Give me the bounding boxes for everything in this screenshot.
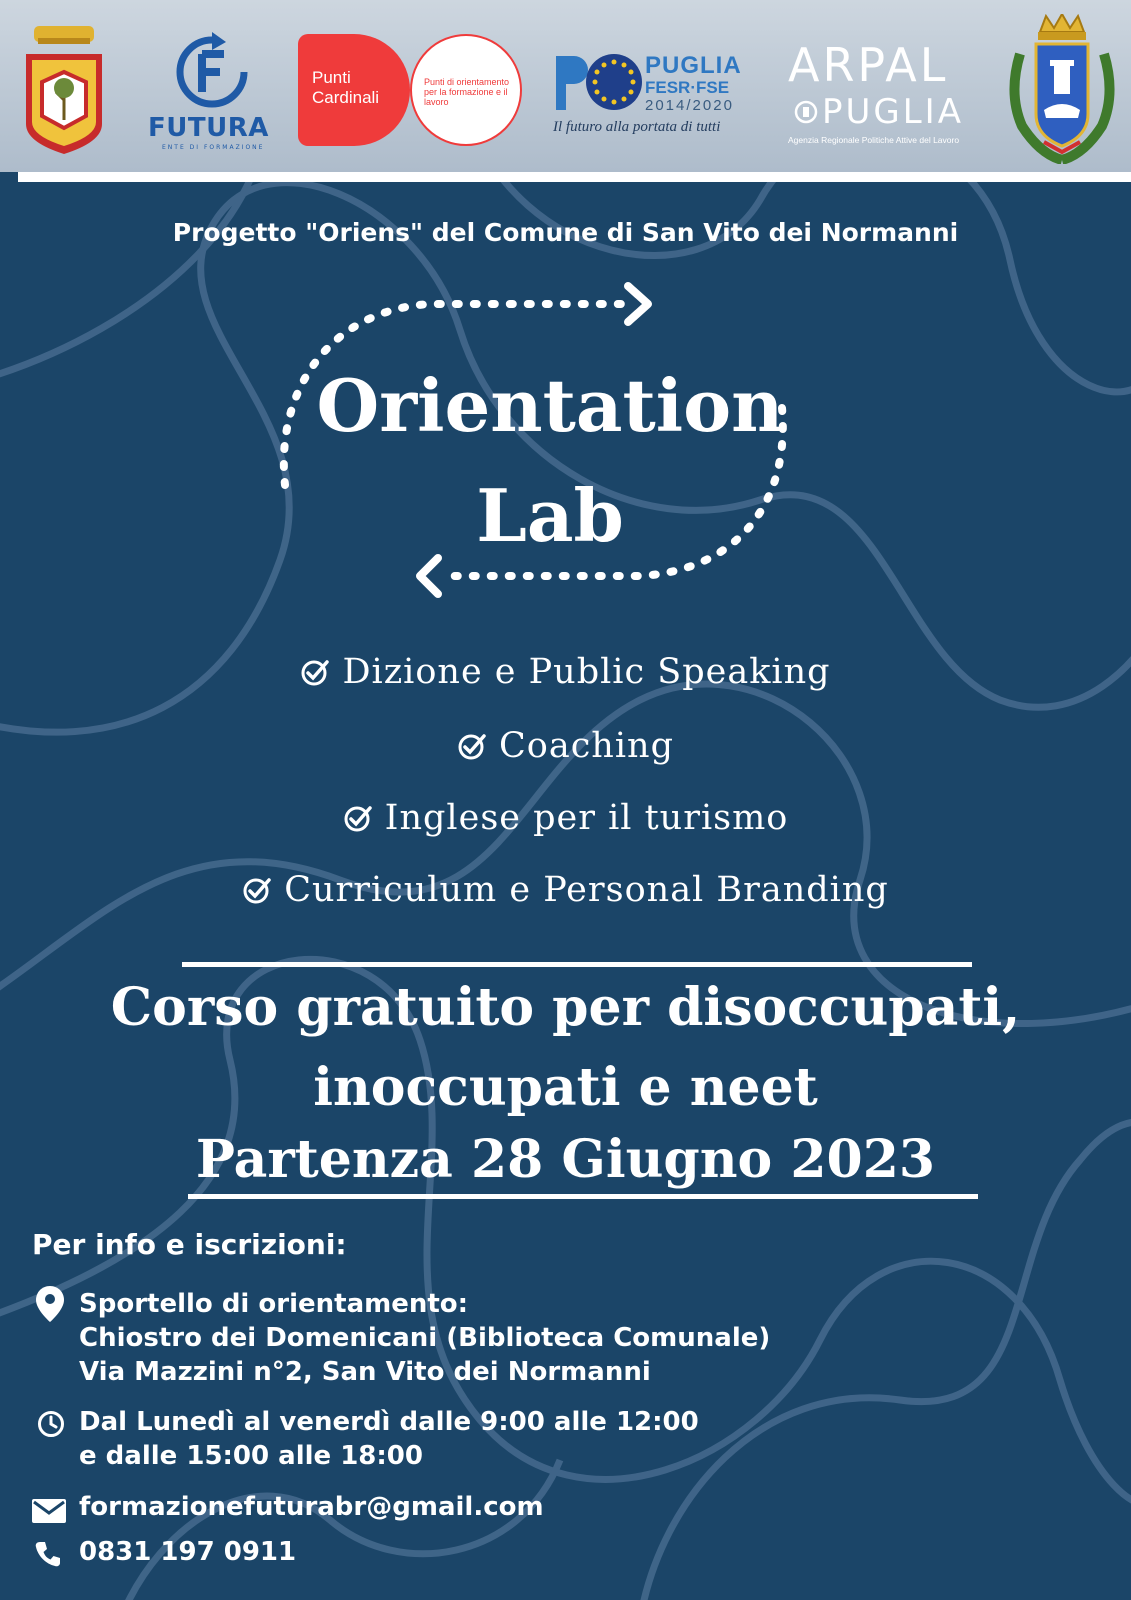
- check-circle-icon: [343, 803, 373, 833]
- fesr-tagline: Il futuro alla portata di tutti: [553, 119, 721, 135]
- po-eu-flag-icon: [552, 52, 644, 114]
- title-line-2: Lab: [476, 473, 624, 558]
- course-start-date: Partenza 28 Giugno 2023: [195, 1129, 936, 1190]
- header-divider: [18, 172, 1131, 182]
- arpal-region: PUGLIA: [822, 92, 964, 132]
- project-line: Progetto "Oriens" del Comune di San Vito dei Normanni: [172, 218, 959, 247]
- location-pin-icon: [36, 1286, 64, 1322]
- fesr-region: PUGLIA: [645, 52, 742, 79]
- topic-label: Curriculum e Personal Branding: [284, 870, 889, 910]
- futura-logo-icon: [172, 32, 252, 112]
- punti-cardinali-title: Punti Cardinali: [312, 68, 380, 107]
- check-circle-icon: [300, 657, 330, 687]
- punti-cardinali-description: Punti di orientamento per la formazione e il lavoro: [424, 77, 510, 107]
- arpal-name: ARPAL: [788, 38, 949, 92]
- fesr-funds: FESR·FSE: [645, 78, 730, 97]
- location-line-2: Chiostro dei Domenicani (Biblioteca Comunale): [79, 1323, 771, 1353]
- hours-block: [79, 1405, 699, 1473]
- list-item: [0, 798, 1131, 838]
- phone-icon: [34, 1540, 62, 1568]
- divider-top: [182, 962, 972, 967]
- futura-subtitle: ENTE DI FORMAZIONE: [162, 144, 265, 151]
- title-line-1: Orientation: [316, 363, 784, 448]
- hours-line-1: Dal Lunedì al venerdì dalle 9:00 alle 12:00: [79, 1407, 699, 1437]
- list-item: [0, 652, 1131, 692]
- clock-icon: [37, 1410, 65, 1438]
- regione-puglia-crest-icon: [24, 24, 104, 156]
- hours-line-2: e dalle 15:00 alle 18:00: [79, 1441, 423, 1471]
- fesr-period: 2014/2020: [645, 97, 734, 114]
- topic-label: Inglese per il turismo: [384, 798, 789, 838]
- list-item: [0, 726, 1131, 766]
- check-circle-icon: [457, 731, 487, 761]
- list-item: [0, 870, 1131, 910]
- futura-name: FUTURA: [148, 113, 269, 143]
- san-vito-crest-icon: [1000, 14, 1124, 164]
- course-line-1: Corso gratuito per disoccupati,: [110, 977, 1021, 1038]
- arpal-seal-icon: [794, 100, 818, 124]
- location-line-1: Sportello di orientamento:: [79, 1289, 469, 1319]
- topic-label: Coaching: [498, 726, 674, 766]
- course-line-2: inoccupati e neet: [313, 1057, 818, 1118]
- topic-label: Dizione e Public Speaking: [342, 652, 831, 692]
- arpal-subtitle: Agenzia Regionale Politiche Attive del Lavoro: [788, 135, 960, 145]
- check-circle-icon: [242, 875, 272, 905]
- email-link[interactable]: formazionefuturabr@gmail.com: [79, 1492, 544, 1522]
- email-icon: [32, 1499, 66, 1523]
- divider-bottom: [188, 1194, 978, 1199]
- info-heading: Per info e iscrizioni:: [32, 1228, 347, 1261]
- phone-link[interactable]: 0831 197 0911: [79, 1537, 297, 1567]
- location-block: [79, 1287, 770, 1389]
- header-logos-bar: [0, 0, 1131, 172]
- location-line-3: Via Mazzini n°2, San Vito dei Normanni: [79, 1357, 651, 1387]
